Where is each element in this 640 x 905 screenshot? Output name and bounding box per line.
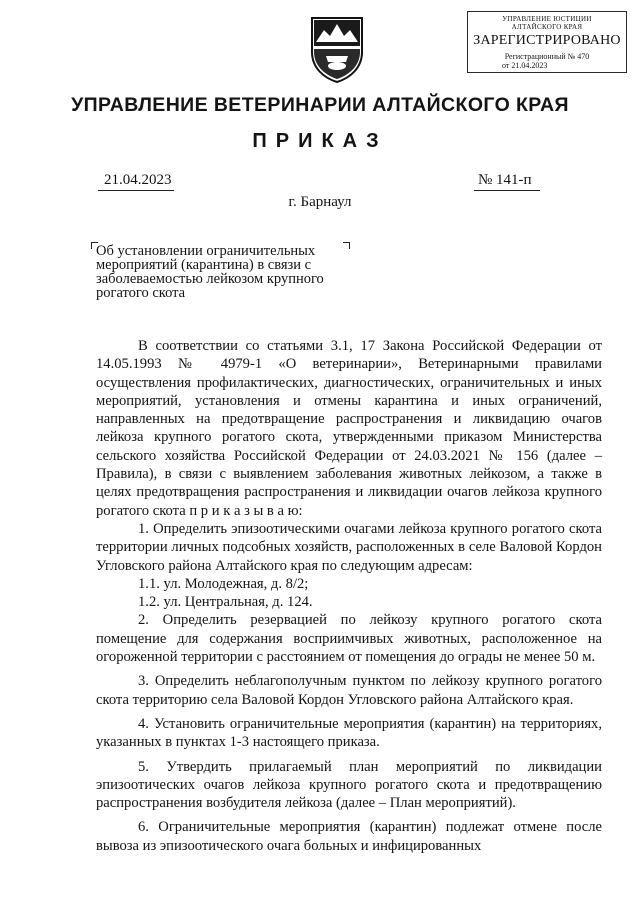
stamp-status: ЗАРЕГИСТРИРОВАНО — [473, 33, 621, 48]
date-underline — [98, 190, 174, 191]
clause-2: 2. Определить резервацией по лейкозу крупного рогатого скота помещение для содержания восприимчивых животных, расположенное на огороженной территории с расстоянием от помещения до ограды не менее 50 м. — [96, 612, 602, 666]
coat-of-arms-icon — [306, 12, 368, 84]
clause-1: 1. Определить эпизоотическими очагами лейкоза крупного рогатого скота территории личных подсобных хозяйств, расположенных в селе Валовой Кордон Угловского района Алтайского края по следующим адресам: — [96, 520, 602, 574]
stamp-reg-date: от 21.04.2023 — [502, 61, 548, 70]
clause-1-2: 1.2. ул. Центральная, д. 124. — [138, 594, 313, 611]
stamp-authority-line1: УПРАВЛЕНИЕ ЮСТИЦИИ — [502, 15, 592, 23]
stamp-reg-number: Регистрационный № 470 — [504, 52, 590, 61]
clause-5: 5. Утвердить прилагаемый план мероприятий по ликвидации эпизоотических очагов лейкоза крупного рогатого скота и предотвращению распространения возбудителя лейкоза (далее – План мероприятий). — [96, 758, 602, 812]
clause-3: 3. Определить неблагополучным пунктом по лейкозу крупного рогатого скота территорию села Валовой Кордон Угловского района Алтайского края. — [96, 673, 602, 708]
clause-1-1: 1.1. ул. Молодежная, д. 8/2; — [138, 575, 309, 592]
stamp-authority-line2: АЛТАЙСКОГО КРАЯ — [511, 23, 583, 31]
number-underline — [474, 190, 540, 191]
document-type: ПРИКАЗ — [252, 130, 388, 152]
organization-name: УПРАВЛЕНИЕ ВЕТЕРИНАРИИ АЛТАЙСКОГО КРАЯ — [71, 94, 569, 116]
order-date: 21.04.2023 — [104, 172, 172, 188]
order-body — [96, 337, 602, 855]
issue-city: г. Барнаул — [288, 194, 352, 210]
preamble-paragraph: В соответствии со статьями 3.1, 17 Закона Российской Федерации от 14.05.1993 № 4979-1 «О ветеринарии», Ветеринарными правилами осуществления профилактических, диагностических, ограничительных и иных мероприятий, установления и отмены карантина и иных ограничений, направленных на предотвращение распространения и ликвидацию очагов лейкоза крупного рогатого скота, утвержденными приказом Министерства сельского хозяйства Российской Федерации от 24.03.2021 № 156 (далее – Правила), в связи с выявлением заболевания животных лейкозом, а также в целях предотвращения распространения и ликвидации очагов лейкоза крупного рогатого скота п р и к а з ы в а ю: — [96, 338, 602, 519]
clause-4: 4. Установить ограничительные мероприятия (карантин) на территориях, указанных в пунктах 1-3 настоящего приказа. — [96, 715, 602, 751]
order-subject: Об установлении ограничительных мероприятий (карантина) в связи с заболеваемостью лейкозом крупного рогатого скота — [96, 243, 324, 301]
registration-stamp — [467, 11, 627, 73]
clause-6: 6. Ограничительные мероприятия (карантин) подлежат отмене после вывоза из эпизоотического очага больных и инфицированных — [96, 819, 602, 854]
order-number: № 141-п — [478, 172, 532, 188]
